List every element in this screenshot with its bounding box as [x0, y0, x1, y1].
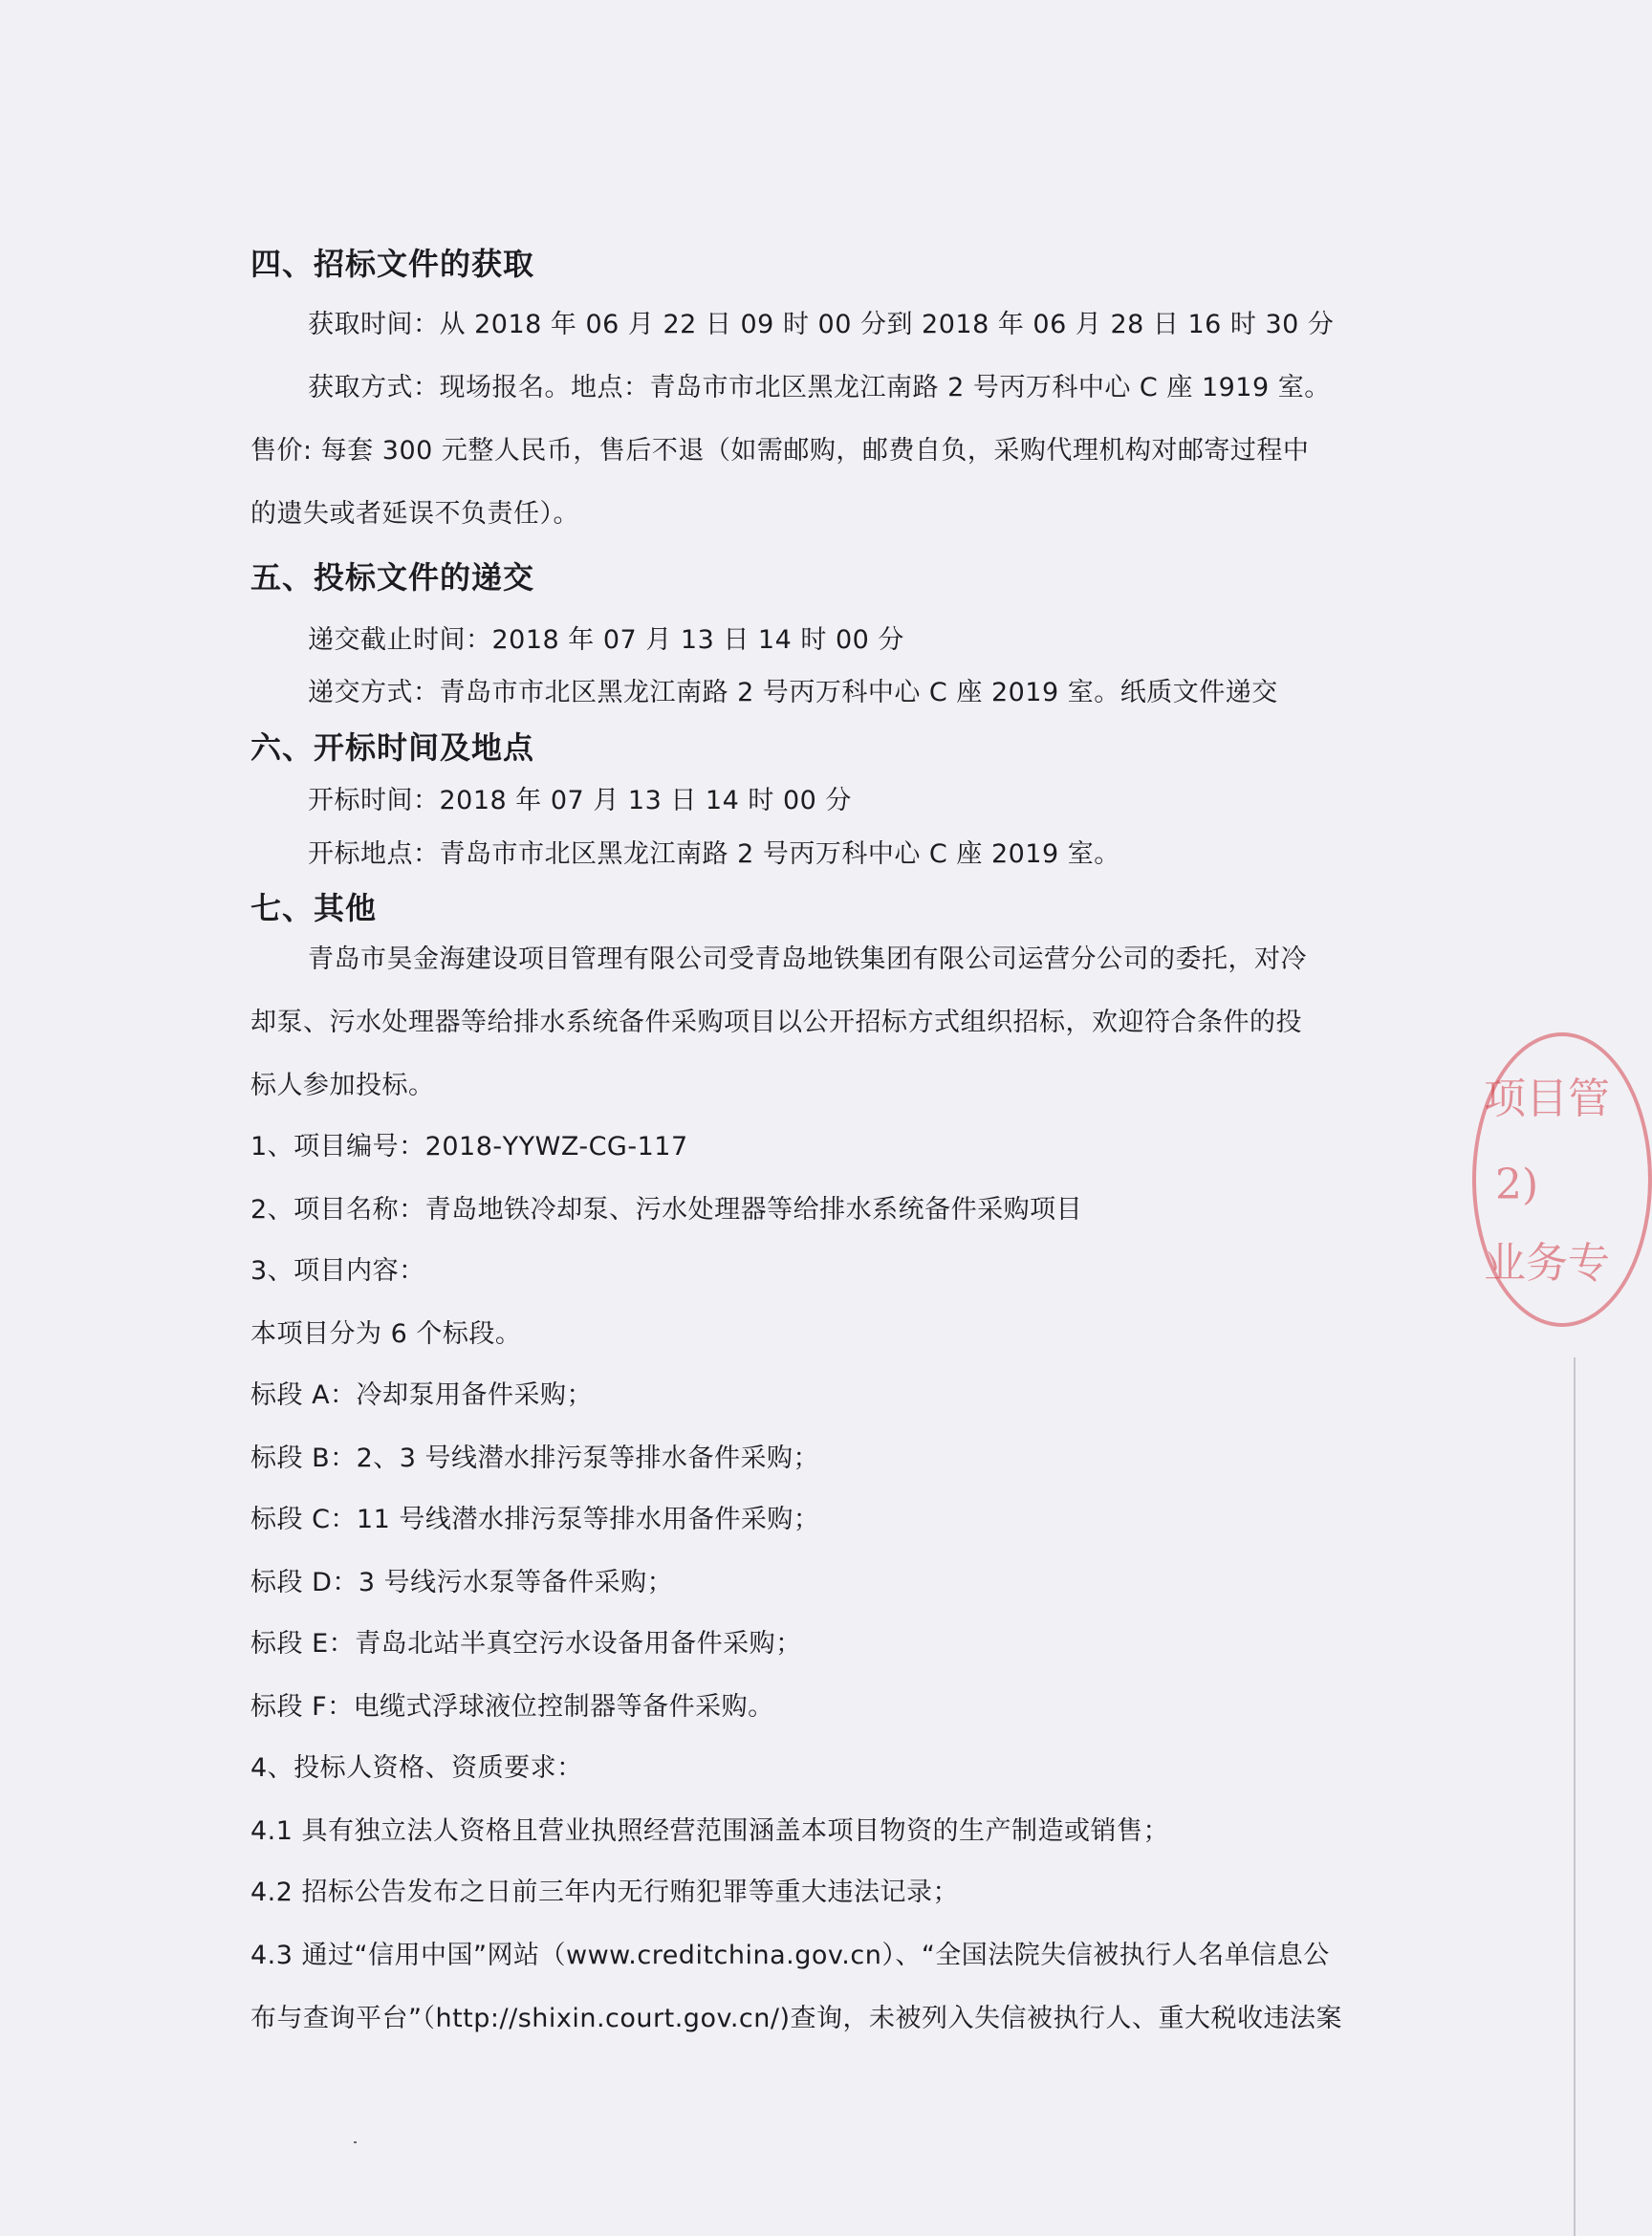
s7-paragraph-line-2: 却泵、污水处理器等给排水系统备件采购项目以公开招标方式组织招标，欢迎符合条件的投 — [250, 1008, 1302, 1037]
requirement-4-3-line-2: 布与查询平台”（http://shixin.court.gov.cn/)查询，未被列入失信被执行人、重大税收违法案 — [250, 2004, 1343, 2033]
s6-open-time: 开标时间：2018 年 07 月 13 日 14 时 00 分 — [308, 786, 852, 815]
section-6-heading: 六、开标时间及地点 — [250, 729, 535, 766]
s4-price-cont: 的遗失或者延误不负责任）。 — [250, 499, 579, 529]
s5-deadline: 递交截止时间：2018 年 07 月 13 日 14 时 00 分 — [308, 625, 904, 655]
s4-acquire-time: 获取时间：从 2018 年 06 月 22 日 09 时 00 分到 2018 年 06 月 28 日 16 时 30 分 — [308, 310, 1335, 339]
lots-intro: 本项目分为 6 个标段。 — [250, 1319, 522, 1349]
lot-c: 标段 C：11 号线潜水排污泵等排水用备件采购； — [250, 1505, 820, 1534]
lot-a: 标段 A：冷却泵用备件采购； — [250, 1380, 594, 1410]
lot-b: 标段 B：2、3 号线潜水排污泵等排水备件采购； — [250, 1444, 820, 1473]
s7-paragraph-line-3: 标人参加投标。 — [250, 1071, 435, 1100]
project-number: 1、项目编号：2018-YYWZ-CG-117 — [250, 1132, 688, 1161]
s7-paragraph-line-1: 青岛市昊金海建设项目管理有限公司受青岛地铁集团有限公司运营分公司的委托，对冷 — [308, 944, 1307, 974]
section-4-heading: 四、招标文件的获取 — [250, 246, 535, 282]
requirement-4-2: 4.2 招标公告发布之日前三年内无行贿犯罪等重大违法记录； — [250, 1878, 960, 1907]
lot-d: 标段 D：3 号线污水泵等备件采购； — [250, 1568, 674, 1597]
project-name: 2、项目名称：青岛地铁冷却泵、污水处理器等给排水系统备件采购项目 — [250, 1195, 1083, 1225]
stamp-text-line-2: 2) — [1495, 1161, 1539, 1209]
requirement-4-3-line-1: 4.3 通过“信用中国”网站（www.creditchina.gov.cn）、“全国法院失信被执行人名单信息公 — [250, 1941, 1330, 1970]
section-7-heading: 七、其他 — [250, 890, 378, 926]
section-5-heading: 五、投标文件的递交 — [250, 559, 535, 596]
scan-speck — [354, 2141, 357, 2143]
stamp-text-line-1: 项目管 — [1484, 1075, 1610, 1123]
stamp-text-line-3: 业务专 — [1484, 1239, 1610, 1288]
s6-open-place: 开标地点：青岛市市北区黑龙江南路 2 号丙万科中心 C 座 2019 室。 — [308, 839, 1120, 869]
s4-acquire-method: 获取方式：现场报名。地点：青岛市市北区黑龙江南路 2 号丙万科中心 C 座 1919 室。 — [308, 373, 1331, 402]
s5-method: 递交方式：青岛市市北区黑龙江南路 2 号丙万科中心 C 座 2019 室。纸质文件递交 — [308, 678, 1278, 707]
lot-f: 标段 F：电缆式浮球液位控制器等备件采购。 — [250, 1692, 774, 1722]
lot-e: 标段 E：青岛北站半真空污水设备用备件采购； — [250, 1629, 802, 1659]
bidder-qualification: 4、投标人资格、资质要求： — [250, 1753, 583, 1783]
red-seal-stamp — [1463, 1023, 1610, 1338]
project-content: 3、项目内容： — [250, 1256, 425, 1286]
s4-price: 售价: 每套 300 元整人民币，售后不退（如需邮购，邮费自负，采购代理机构对邮寄过程中 — [250, 436, 1310, 466]
requirement-4-1: 4.1 具有独立法人资格且营业执照经营范围涵盖本项目物资的生产制造或销售； — [250, 1816, 1170, 1846]
scan-edge-line — [1574, 1357, 1576, 2236]
